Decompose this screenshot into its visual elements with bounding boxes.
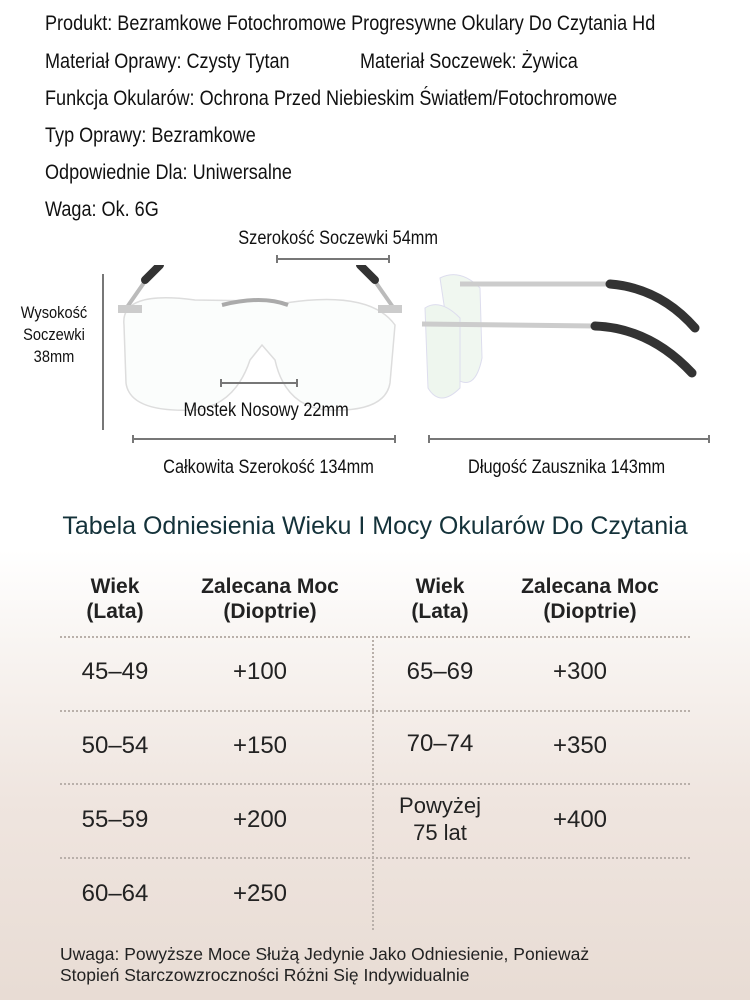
row-separator	[60, 783, 690, 785]
lens-height-line1: Wysokość	[20, 303, 88, 322]
note-line: Uwaga: Powyższe Moce Służą Jedynie Jako Odniesienie, Ponieważ	[60, 944, 590, 964]
power-cell: +150	[232, 732, 288, 759]
age-cell: 65–69	[406, 658, 474, 685]
spec-frame-type: Typ Oprawy: Bezramkowe	[45, 124, 256, 147]
header-text: Wiek	[90, 575, 140, 598]
spec-product: Produkt: Bezramkowe Fotochromowe Progresywne Okulary Do Czytania Hd	[45, 12, 656, 35]
age-cell: 70–74	[406, 730, 474, 757]
header-text: Zalecana Moc	[201, 575, 339, 598]
bridge-line	[220, 382, 298, 384]
lens-width-line	[276, 258, 390, 260]
header-power-left	[185, 574, 355, 624]
age-cell: Powyżej 75 lat	[399, 793, 481, 845]
total-width-line	[132, 438, 396, 440]
column-separator	[372, 640, 374, 930]
header-text: Zalecana Moc	[521, 575, 659, 598]
row-separator	[60, 710, 690, 712]
age-cell: 50–54	[81, 732, 149, 759]
age-cell: 55–59	[81, 806, 149, 833]
header-text: (Dioptrie)	[223, 600, 317, 623]
lens-height-label	[20, 302, 89, 368]
table-note	[60, 944, 589, 986]
power-cell: +200	[232, 806, 288, 833]
power-cell: +350	[552, 732, 608, 759]
spec-function: Funkcja Okularów: Ochrona Przed Niebieskim Światłem/Fotochromowe	[45, 87, 618, 110]
power-cell: +300	[552, 658, 608, 685]
note-line: Stopień Starczowzroczności Różni Się Indywidualnie	[60, 965, 470, 985]
header-text: (Lata)	[86, 600, 144, 623]
age-cell: 45–49	[81, 658, 149, 685]
temple-length-line	[428, 438, 710, 440]
spec-lens-material: Materiał Soczewek: Żywica	[360, 50, 578, 73]
bridge-label: Mostek Nosowy 22mm	[183, 400, 349, 421]
power-cell: +400	[552, 806, 608, 833]
header-power-right	[505, 574, 675, 624]
total-width-label: Całkowita Szerokość 134mm	[163, 457, 374, 478]
glasses-front-image	[110, 265, 410, 415]
lens-height-line3: 38mm	[33, 347, 75, 366]
spec-suitable-for: Odpowiednie Dla: Uniwersalne	[45, 161, 292, 184]
header-text: (Lata)	[411, 600, 469, 623]
table-title: Tabela Odniesienia Wieku I Mocy Okularów Do Czytania	[62, 512, 688, 540]
row-separator	[60, 857, 690, 859]
row-separator	[60, 636, 690, 638]
spec-weight: Waga: Ok. 6G	[45, 198, 159, 221]
power-cell: +100	[232, 658, 288, 685]
glasses-side-image	[420, 268, 705, 413]
lens-height-line2: Soczewki	[23, 325, 85, 344]
spec-frame-material: Materiał Oprawy: Czysty Tytan	[45, 50, 290, 73]
header-text: (Dioptrie)	[543, 600, 637, 623]
power-cell: +250	[232, 880, 288, 907]
temple-length-label: Długość Zausznika 143mm	[468, 457, 666, 478]
age-cell: 60–64	[81, 880, 149, 907]
lens-height-line	[102, 274, 104, 430]
header-text: Wiek	[415, 575, 465, 598]
header-age-left	[60, 574, 170, 624]
header-age-right	[385, 574, 495, 624]
lens-width-label: Szerokość Soczewki 54mm	[238, 228, 439, 249]
